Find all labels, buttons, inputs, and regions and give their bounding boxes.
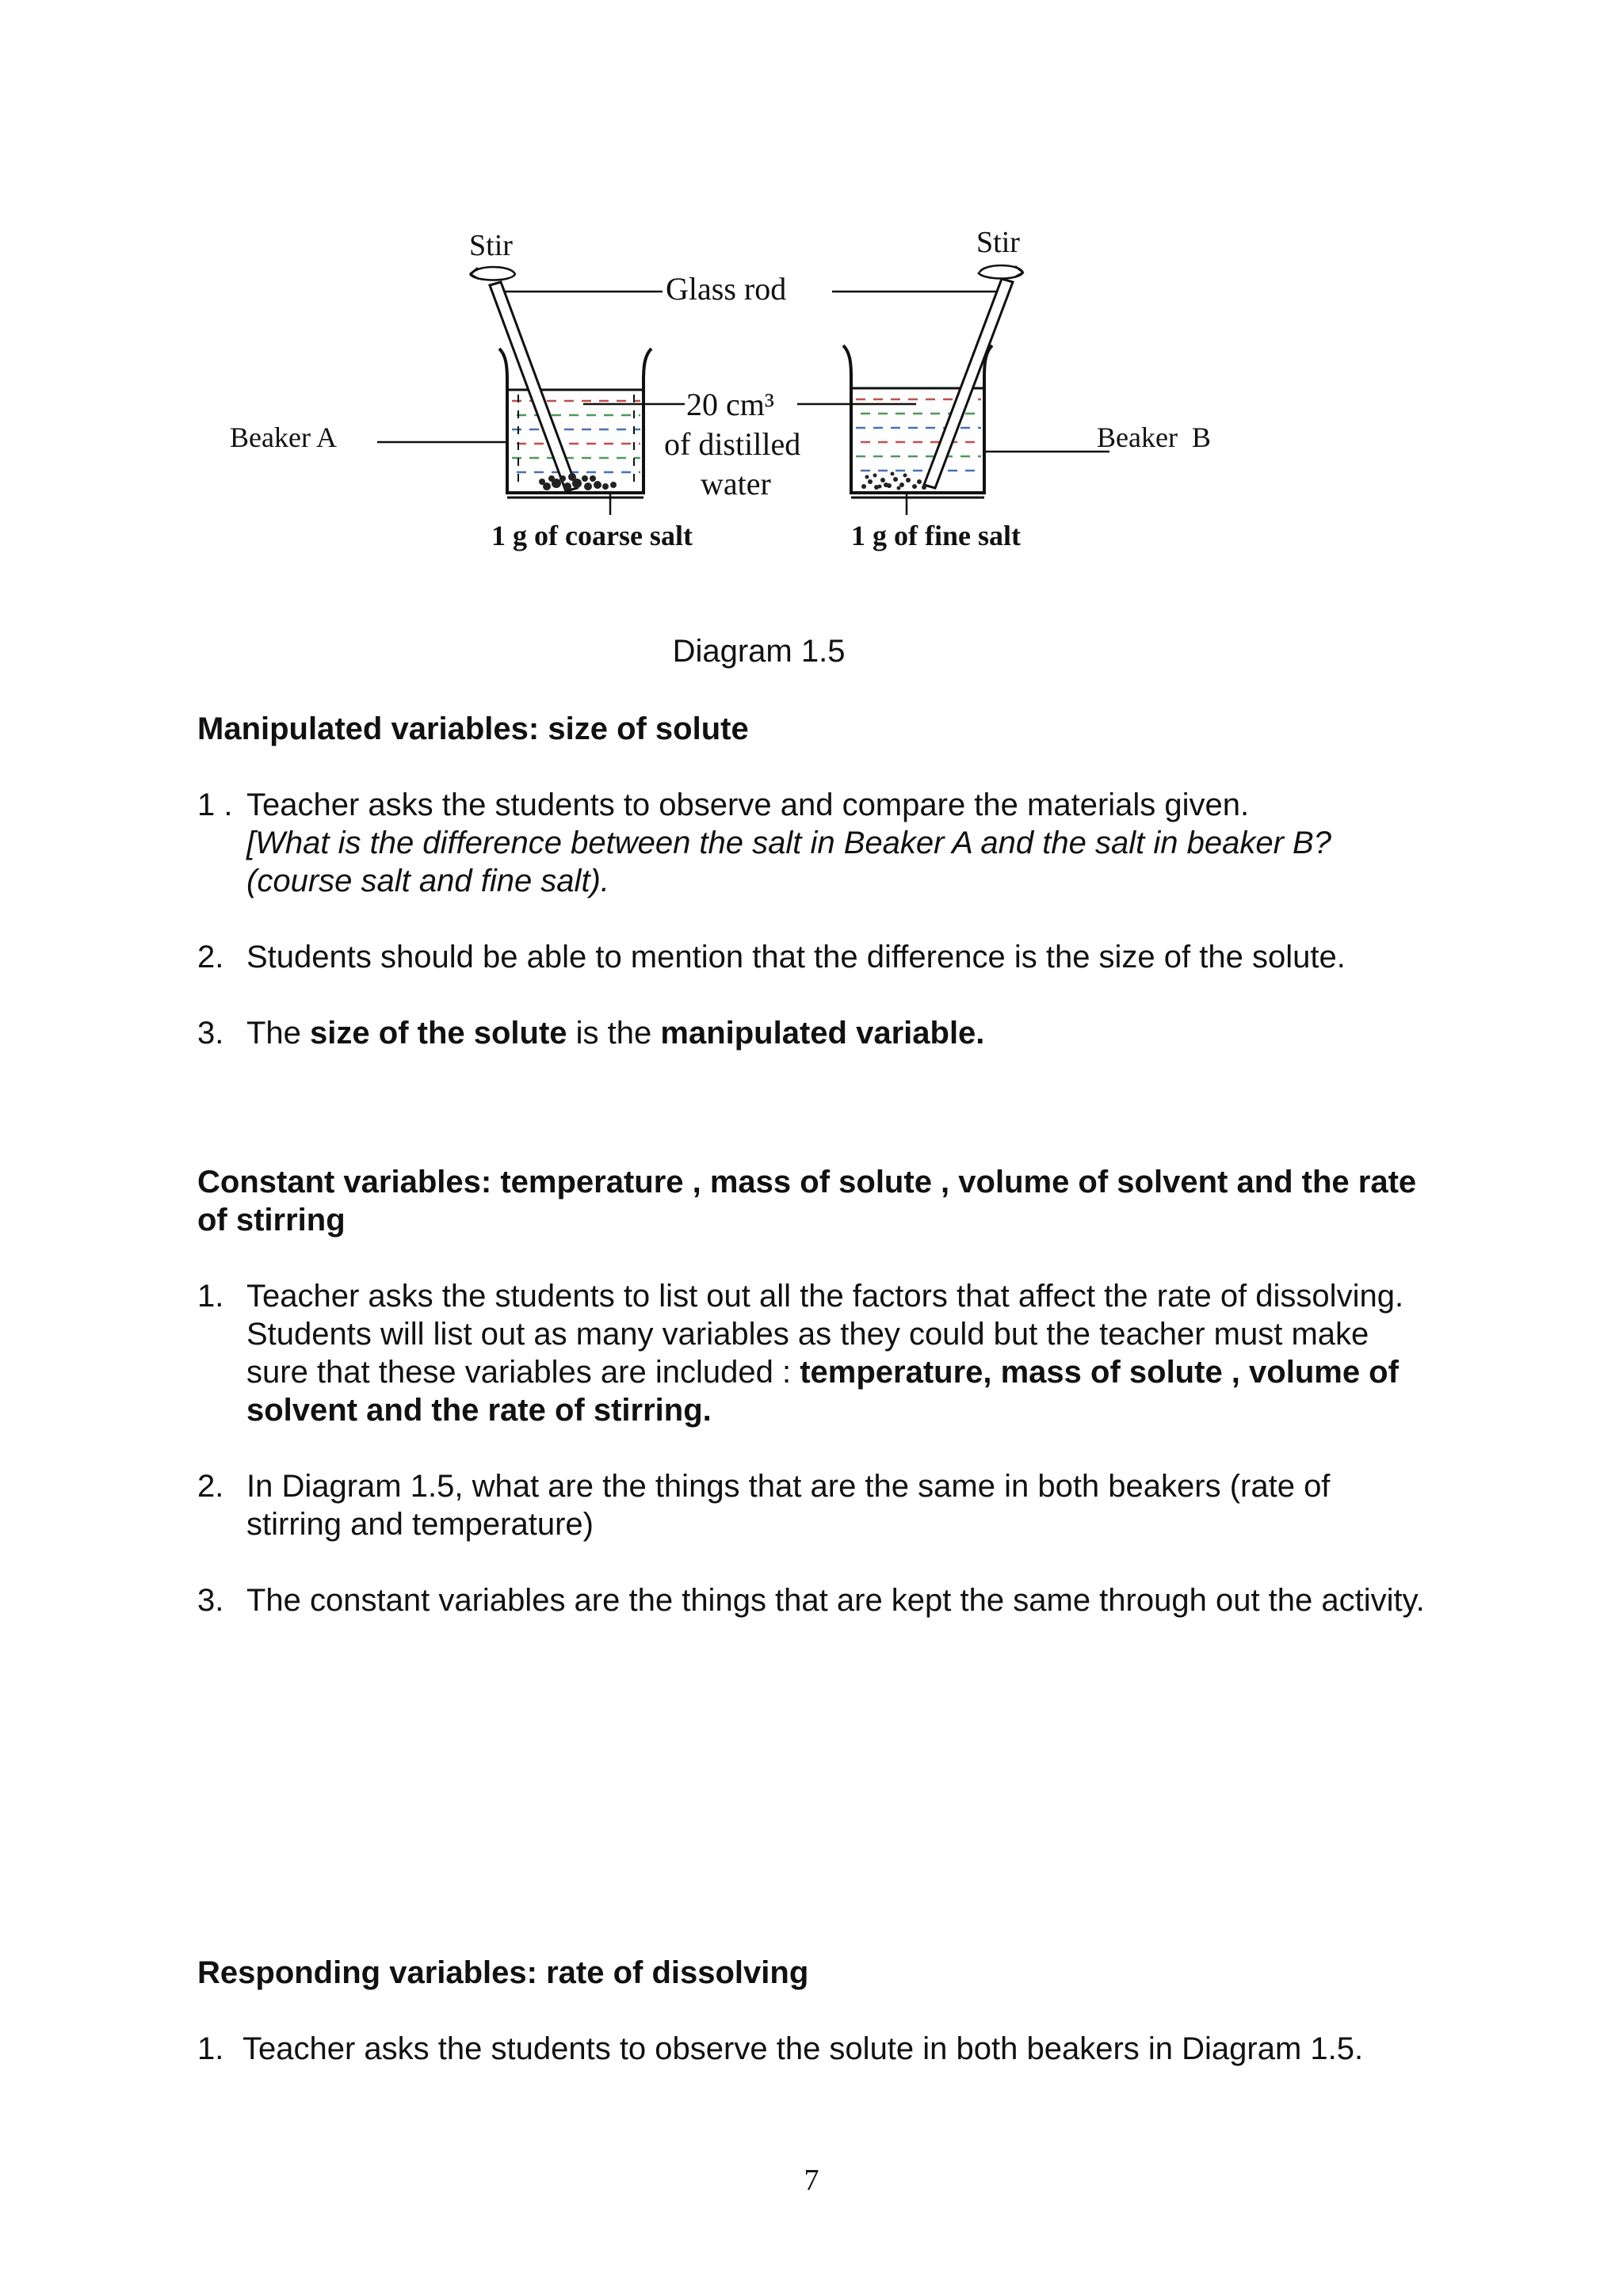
item-number: 2. [197, 1469, 224, 1504]
item-bold-term: size of the solute [310, 1016, 567, 1051]
volume-label-line1: 20 cm³ [686, 387, 774, 422]
responding-heading: Responding variables: rate of dissolving [197, 1955, 809, 1990]
responding-item-1 [197, 2030, 1545, 2068]
coarse-salt-label: 1 g of coarse salt [491, 520, 693, 551]
item-question: [What is the difference between the salt in Beaker A and the salt in beaker B? (course salt and fine salt). [246, 826, 1331, 898]
beaker-b-label: Beaker B [1097, 421, 1211, 453]
manipulated-heading: Manipulated variables: size of solute [197, 711, 749, 746]
item-number: 3. [197, 1016, 224, 1051]
item-text: The [246, 1016, 311, 1051]
item-number: 1. [197, 1279, 224, 1314]
page-number: 7 [804, 2164, 819, 2197]
item-text: In Diagram 1.5, what are the things that are the same in both beakers (rate of stirring and temperature) [246, 1469, 1331, 1542]
item-text: Teacher asks the students to observe the solute in both beakers in Diagram 1.5. [242, 2031, 1364, 2066]
stir-left-label: Stir [469, 229, 513, 262]
volume-label-line2: of distilled [664, 426, 801, 462]
volume-label-line3: water [701, 466, 771, 502]
glass-rod-label: Glass rod [666, 271, 787, 307]
item-number: 3. [197, 1583, 224, 1618]
item-text: Teacher asks the students to list out all the factors that affect the rate of dissolving. Students will list out as many variables as they could but the teacher must make sure that these variables are included : [246, 1279, 1404, 1390]
diagram-caption: Diagram 1.5 [672, 634, 846, 669]
manipulated-item-1 [197, 786, 1434, 900]
manipulated-item-2 [197, 938, 1434, 976]
stir-right-label: Stir [976, 226, 1020, 259]
item-text: Teacher asks the students to observe and compare the materials given. [246, 788, 1250, 822]
item-text: Students should be able to mention that the difference is the size of the solute. [246, 940, 1346, 974]
item-text: is the [567, 1016, 661, 1051]
beaker-b [843, 279, 1013, 498]
constant-item-1 [197, 1277, 1434, 1429]
item-text: The constant variables are the things that are kept the same through out the activity. [246, 1583, 1425, 1618]
beaker-a-label: Beaker A [230, 421, 337, 453]
constant-item-2 [197, 1467, 1434, 1543]
beaker-diagram [0, 0, 1623, 618]
item-number: 1. [197, 2031, 224, 2066]
item-number: 1 . [197, 788, 233, 822]
manipulated-item-3 [197, 1014, 1434, 1052]
fine-salt-label: 1 g of fine salt [851, 520, 1021, 551]
item-bold-term: temperature, mass of solute , volume of solvent and the rate of stirring. [246, 1355, 1399, 1428]
constant-item-3 [197, 1581, 1434, 1619]
constant-heading: Constant variables: temperature , mass of solute , volume of solvent and the rate of stirring [197, 1165, 1417, 1238]
beaker-a [490, 282, 651, 498]
item-bold-term: manipulated variable. [660, 1016, 985, 1051]
item-number: 2. [197, 940, 224, 974]
